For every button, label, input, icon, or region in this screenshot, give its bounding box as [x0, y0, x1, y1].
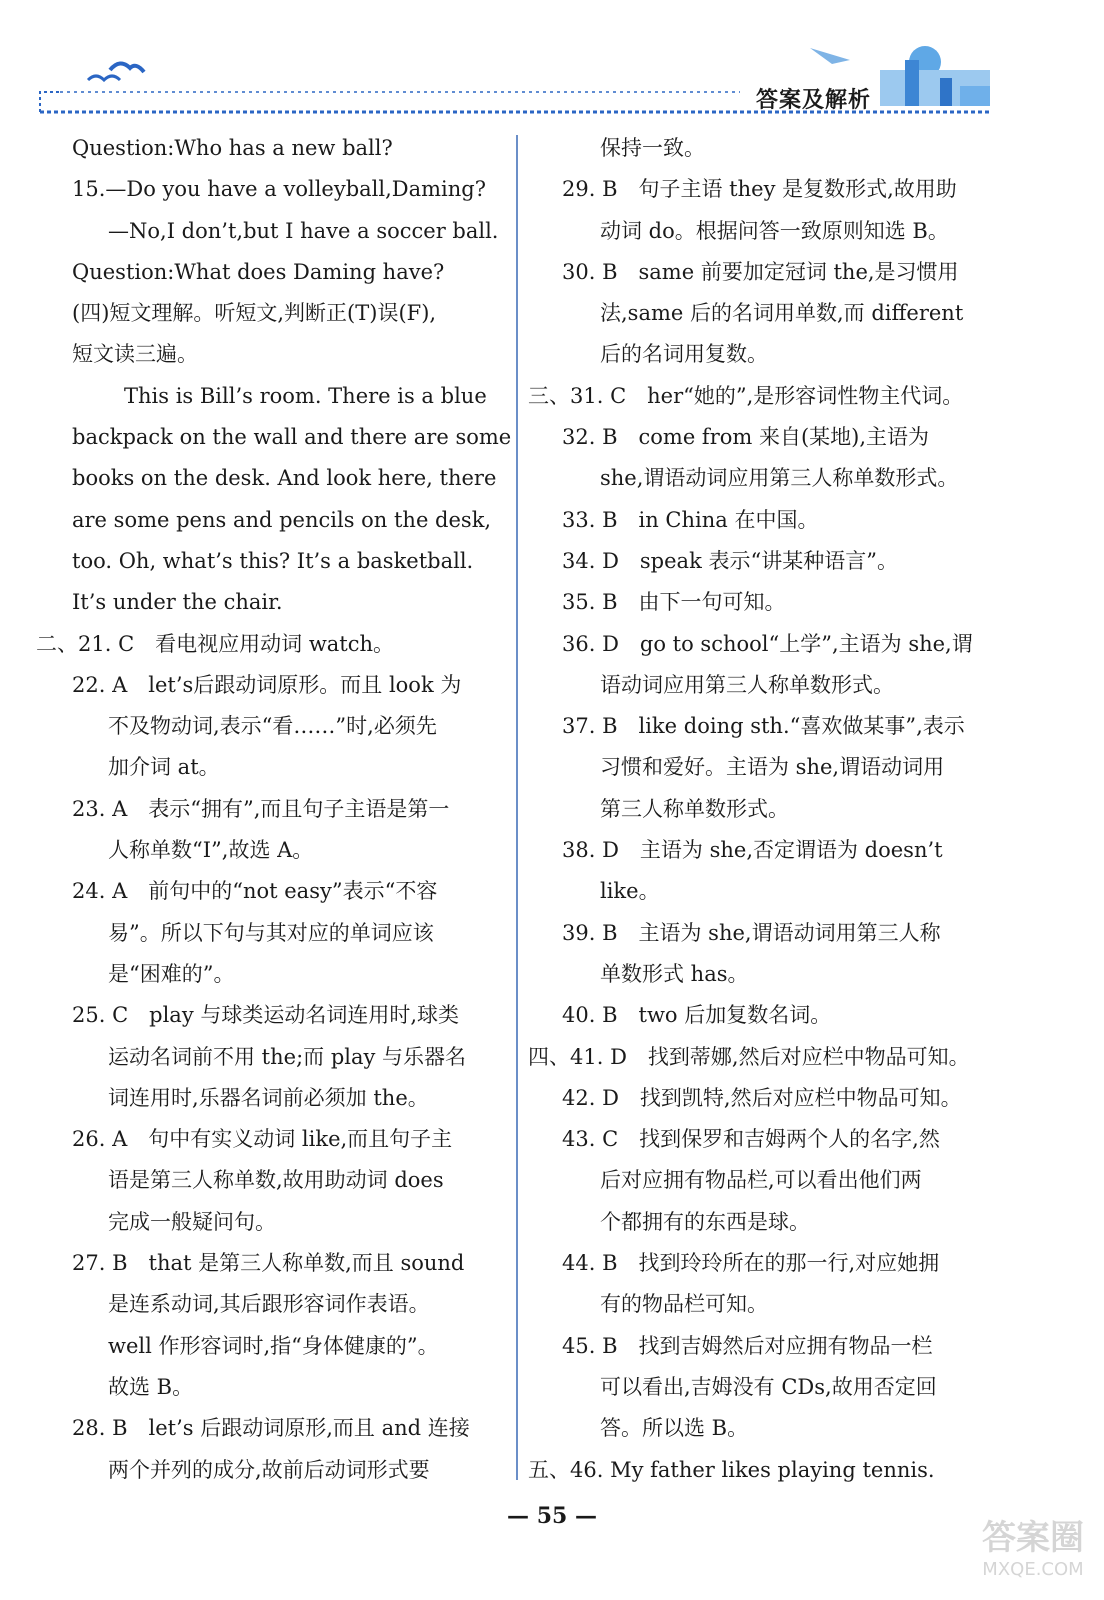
page-number: — 55 —	[507, 1503, 597, 1529]
text-line: This is Bill’s room. There is a blue	[124, 383, 487, 408]
text-line: 30. B same 前要加定冠词 the,是习惯用	[562, 259, 959, 284]
watermark-text: 答案圈	[982, 1518, 1084, 1558]
text-line: 三、31. C her“她的”,是形容词性物主代词。	[528, 383, 964, 408]
text-line: backpack on the wall and there are some	[72, 425, 512, 450]
bird-icon	[88, 76, 120, 80]
text-line: 33. B in China 在中国。	[562, 507, 819, 532]
text-line: 四、41. D 找到蒂娜,然后对应栏中物品可知。	[528, 1044, 970, 1069]
text-line: 38. D 主语为 she,否定谓语为 doesn’t	[562, 838, 943, 863]
column-divider	[516, 135, 518, 1480]
text-line: 五、46. My father likes playing tennis.	[528, 1457, 935, 1482]
text-line: 短文读三遍。	[72, 342, 198, 367]
text-line: 后对应拥有物品栏,可以看出他们两	[600, 1168, 922, 1193]
text-line: 答。所以选 B。	[600, 1416, 749, 1441]
text-line: 35. B 由下一句可知。	[562, 590, 786, 615]
text-line: 单数形式 has。	[600, 961, 749, 986]
text-line: 二、21. C 看电视应用动词 watch。	[36, 631, 395, 656]
text-line: 人称单数“I”,故选 A。	[108, 838, 314, 863]
text-line: 完成一般疑问句。	[108, 1209, 276, 1234]
text-line: 个都拥有的东西是球。	[600, 1209, 810, 1234]
watermark-logo	[982, 1510, 1084, 1580]
text-line: 28. B let’s 后跟动词原形,而且 and 连接	[72, 1416, 470, 1441]
header-title: 答案及解析	[756, 88, 872, 113]
text-line: —No,I don’t,but I have a soccer ball.	[108, 218, 499, 243]
text-line: 是连系动词,其后跟形容词作表语。	[108, 1292, 430, 1317]
text-line: 语是第三人称单数,故用助动词 does	[108, 1168, 444, 1193]
text-line: 不及物动词,表示“看……”时,必须先	[108, 714, 437, 739]
text-line: 22. A let’s后跟动词原形。而且 look 为	[72, 672, 462, 697]
text-line: It’s under the chair.	[72, 590, 283, 615]
text-line: Question:What does Daming have?	[72, 259, 445, 284]
text-line: 37. B like doing sth.“喜欢做某事”,表示	[562, 714, 965, 739]
text-line: 可以看出,吉姆没有 CDs,故用否定回	[600, 1374, 937, 1399]
text-line: 法,same 后的名词用单数,而 different	[600, 301, 964, 326]
text-line: Question:Who has a new ball?	[72, 136, 393, 160]
header-dotted-line	[40, 92, 60, 112]
text-line: 语动词应用第三人称单数形式。	[600, 672, 894, 697]
paper-plane-icon	[810, 48, 850, 64]
text-line: she,谓语动词应用第三人称单数形式。	[600, 466, 959, 491]
text-line: 故选 B。	[108, 1374, 194, 1399]
text-line: 词连用时,乐器名词前必须加 the。	[108, 1085, 429, 1110]
text-line: 32. B come from 来自(某地),主语为	[562, 425, 930, 450]
text-line: 40. B two 后加复数名词。	[562, 1003, 832, 1028]
text-line: 39. B 主语为 she,谓语动词用第三人称	[562, 920, 941, 945]
text-line: well 作形容词时,指“身体健康的”。	[108, 1333, 439, 1358]
text-line: 两个并列的成分,故前后动词形式要	[108, 1457, 430, 1482]
text-line: 有的物品栏可知。	[600, 1292, 768, 1317]
text-line: 34. D speak 表示“讲某种语言”。	[562, 548, 898, 573]
text-line: too. Oh, what’s this? It’s a basketball.	[72, 548, 474, 573]
text-line: 24. A 前句中的“not easy”表示“不容	[72, 879, 438, 904]
text-line: 36. D go to school“上学”,主语为 she,谓	[562, 631, 973, 656]
text-line: 后的名词用复数。	[600, 342, 768, 367]
text-line: books on the desk. And look here, there	[72, 466, 497, 491]
text-line: are some pens and pencils on the desk,	[72, 507, 492, 532]
text-line: 习惯和爱好。主语为 she,谓语动词用	[600, 755, 945, 780]
header-decoration	[0, 0, 1104, 130]
right-column	[528, 128, 998, 1491]
left-column	[36, 128, 512, 1491]
text-line: 运动名词前不用 the;而 play 与乐器名	[108, 1044, 467, 1069]
text-line: 26. A 句中有实义动词 like,而且句子主	[72, 1127, 453, 1152]
text-line: 易”。所以下句与其对应的单词应该	[108, 920, 434, 945]
text-line: 25. C play 与球类运动名词连用时,球类	[72, 1003, 460, 1028]
text-line: 42. D 找到凯特,然后对应栏中物品可知。	[562, 1085, 962, 1110]
text-line: 29. B 句子主语 they 是复数形式,故用助	[562, 177, 957, 202]
text-line: 23. A 表示“拥有”,而且句子主语是第一	[72, 796, 450, 821]
text-line: 加介词 at。	[108, 755, 220, 780]
bird-icon	[110, 63, 144, 72]
text-line: 第三人称单数形式。	[600, 796, 789, 821]
text-line: 15.—Do you have a volleyball,Daming?	[72, 177, 486, 202]
text-line: 动词 do。根据问答一致原则知选 B。	[600, 218, 949, 243]
page-header	[0, 0, 1104, 130]
watermark-domain: MXQE.COM	[982, 1559, 1084, 1580]
text-line: (四)短文理解。听短文,判断正(T)误(F),	[72, 301, 437, 326]
text-line: 45. B 找到吉姆然后对应拥有物品一栏	[562, 1333, 933, 1358]
text-line: 是“困难的”。	[108, 961, 235, 986]
text-line: 43. C 找到保罗和吉姆两个人的名字,然	[562, 1127, 940, 1152]
text-line: 保持一致。	[600, 136, 705, 160]
text-line: like。	[600, 879, 660, 904]
text-line: 44. B 找到玲玲所在的那一行,对应她拥	[562, 1251, 940, 1276]
text-line: 27. B that 是第三人称单数,而且 sound	[72, 1251, 465, 1276]
